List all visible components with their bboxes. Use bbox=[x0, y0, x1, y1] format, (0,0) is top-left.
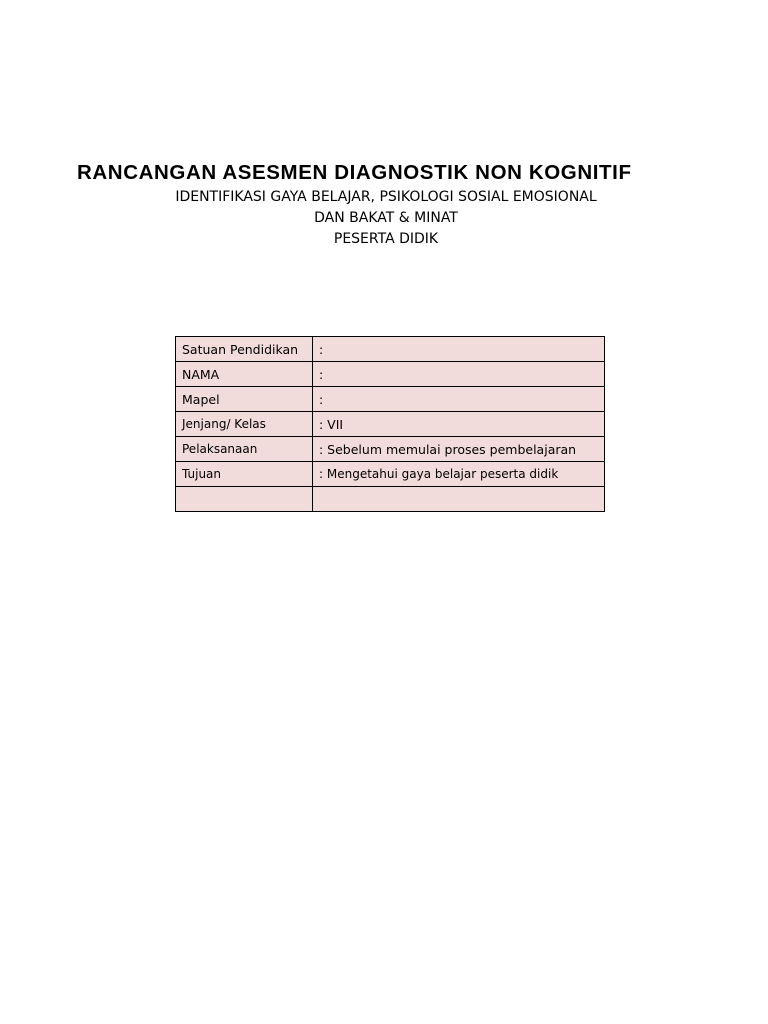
row-label bbox=[176, 487, 313, 512]
table-row-mapel bbox=[176, 387, 605, 412]
table-row-empty bbox=[176, 487, 605, 512]
subtitle-line-1: IDENTIFIKASI GAYA BELAJAR, PSIKOLOGI SOSIAL EMOSIONAL bbox=[175, 189, 597, 205]
row-label: Mapel bbox=[176, 387, 313, 412]
row-value: : VII bbox=[313, 412, 605, 437]
row-value: : Sebelum memulai proses pembelajaran bbox=[313, 437, 605, 462]
row-label: Satuan Pendidikan bbox=[176, 337, 313, 362]
row-value: : bbox=[313, 362, 605, 387]
row-value: : bbox=[313, 337, 605, 362]
table-row-jenjang-kelas bbox=[176, 412, 605, 437]
row-value: : Mengetahui gaya belajar peserta didik bbox=[313, 462, 605, 487]
row-label: Jenjang/ Kelas bbox=[176, 412, 313, 437]
subtitle-line-2: DAN BAKAT & MINAT bbox=[314, 210, 458, 226]
info-table bbox=[175, 336, 605, 512]
row-value bbox=[313, 487, 605, 512]
table-row-satuan-pendidikan bbox=[176, 337, 605, 362]
table-row-tujuan bbox=[176, 462, 605, 487]
row-label: NAMA bbox=[176, 362, 313, 387]
row-label: Tujuan bbox=[176, 462, 313, 487]
row-value: : bbox=[313, 387, 605, 412]
table-row-nama bbox=[176, 362, 605, 387]
table-row-pelaksanaan bbox=[176, 437, 605, 462]
row-label: Pelaksanaan bbox=[176, 437, 313, 462]
document-title: RANCANGAN ASESMEN DIAGNOSTIK NON KOGNITIF bbox=[77, 161, 632, 184]
subtitle-line-3: PESERTA DIDIK bbox=[333, 231, 439, 247]
